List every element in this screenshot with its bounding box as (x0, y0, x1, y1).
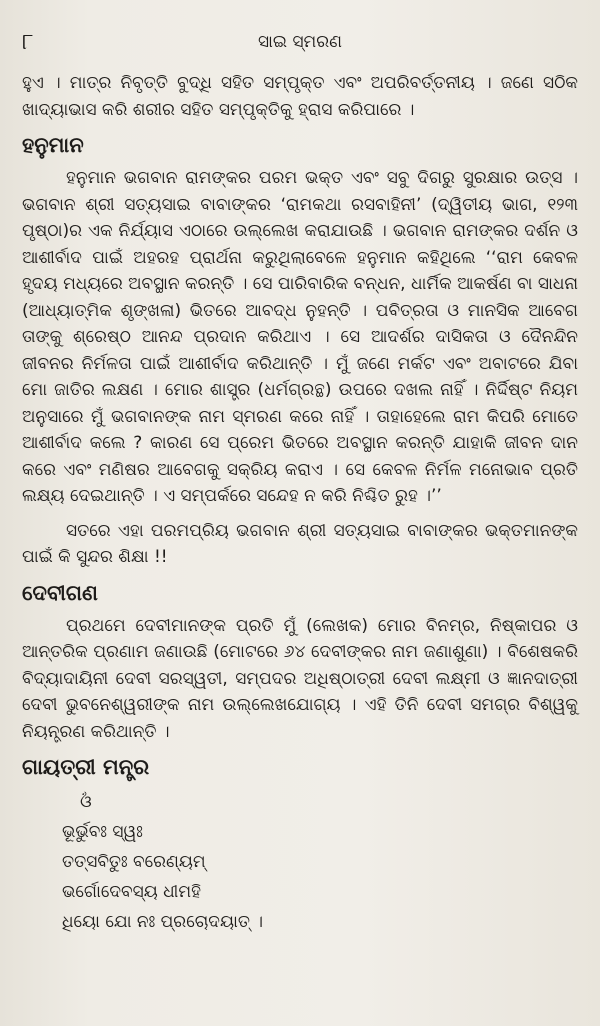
mantra-line: ଭର୍ଗୋଦେବସ୍ୟ ଧୀମହି (62, 882, 201, 902)
running-title: ସାଇ ସ୍ମରଣ (257, 32, 343, 52)
heading-devigana: ଦେବୀଗଣ (22, 580, 98, 605)
page-header (22, 30, 578, 70)
hanuman-paragraph-1: ହନୁମାନ ଭଗବାନ ରାମଙ୍କର ପରମ ଭକ୍ତ ଏବଂ ସବୁ ଦିଗରୁ ସୁରକ୍ଷାର ଉତ୍ସ । ଭଗବାନ ଶ୍ରୀ ସତ୍ୟସାଇ ବାବାଙ୍କର ‘ରାମକଥା ରସବାହିନୀ’ (ଦ୍ୱିତୀୟ ଭାଗ, ୧୨୩ ପୃଷ୍ଠା)ର ଏକ ନିର୍ଯ୍ୟାସ ଏଠାରେ ଉଲ୍ଲେଖ କରାଯାଉଛି । ଭଗବାନ ରାମଙ୍କର ଦର୍ଶନ ଓ ଆଶୀର୍ବାଦ ପାଇଁ ଅହରହ ପ୍ରାର୍ଥନା କରୁଥିଲାବେଳେ ହନୁମାନ କହିଥିଲେ ‘‘ରାମ କେବଳ ହୃଦୟ ମଧ୍ୟରେ ଅବସ୍ଥାନ କରନ୍ତି । ସେ ପାରିବାରିକ ବନ୍ଧନ, ଧାର୍ମିକ ଆକର୍ଷଣ ବା ସାଧନା (ଆଧ୍ୟାତ୍ମିକ ଶୃଙ୍ଖଳା) ଭିତରେ ଆବଦ୍ଧ ନୁହନ୍ତି । ପବିତ୍ରତା ଓ ମାନସିକ ଆବେଗ ତାଙ୍କୁ ଶ୍ରେଷ୍ଠ ଆନନ୍ଦ ପ୍ରଦାନ କରିଥାଏ । ସେ ଆଦର୍ଶର ଦାସିକତା ଓ ଦୈନନ୍ଦିନ ଜୀବନର ନିର୍ମଳତା ପାଇଁ ଆଶୀର୍ବାଦ କରିଥାନ୍ତି । ମୁଁ ଜଣେ ମର୍କଟ ଏବଂ ଅବାଟରେ ଯିବା ମୋ ଜାତିର ଲକ୍ଷଣ । ମୋର ଶାସ୍ତ୍ର (ଧର୍ମଗ୍ରନ୍ଥ) ଉପରେ ଦଖଲ ନାହିଁ । ନିର୍ଦ୍ଦିଷ୍ଟ ନିୟମ ଅନୁସାରେ ମୁଁ ଭଗବାନଙ୍କ ନାମ ସ୍ମରଣ କରେ ନାହିଁ । ତାହାହେଲେ ରାମ କିପରି ମୋତେ ଆଶୀର୍ବାଦ କଲେ ? କାରଣ ସେ ପ୍ରେମ ଭିତରେ ଅବସ୍ଥାନ କରନ୍ତି ଯାହାକି ଜୀବନ ଦାନ କରେ ଏବଂ ମଣିଷର ଆବେଗକୁ ସକ୍ରିୟ କରାଏ । ସେ କେବଳ ନିର୍ମଳ ମନୋଭାବ ପ୍ରତି ଲକ୍ଷ୍ୟ ଦେଇଥାନ୍ତି । ଏ ସମ୍ପର୍କରେ ସନ୍ଦେହ ନ କରି ନିଶ୍ଚିତ ରୁହ ।’’ (22, 168, 578, 506)
page-body (22, 70, 578, 937)
heading-gayatri-mantra: ଗାୟତ୍ରୀ ମନ୍ତ୍ର (22, 755, 150, 779)
mantra-line: ଭୂର୍ଭୁବଃ ସ୍ୱଃ (62, 822, 143, 842)
mantra-line: ଓଁ (80, 792, 92, 812)
hanuman-paragraph-2: ସତରେ ଏହା ପରମପ୍ରିୟ ଭଗବାନ ଶ୍ରୀ ସତ୍ୟସାଇ ବାବାଙ୍କର ଭକ୍ତମାନଙ୍କ ପାଇଁ କି ସୁନ୍ଦର ଶିକ୍ଷା !! (22, 520, 578, 567)
intro-paragraph: ହୁଏ । ମାତ୍ର ନିବୃତ୍ତି ବୁଦ୍ଧି ସହିତ ସମ୍ପୃକ୍ତ ଏବଂ ଅପରିବର୍ତ୍ତନୀୟ । ଜଣେ ସଠିକ ଖାଦ୍ୟାଭାସ କରି ଶରୀର ସହିତ ସମ୍ପୃକ୍ତିକୁ ହ୍ରାସ କରିପାରେ । (22, 73, 578, 120)
page-number: ୮ (22, 30, 34, 55)
devigana-paragraph: ପ୍ରଥମେ ଦେବୀମାନଙ୍କ ପ୍ରତି ମୁଁ (ଲେଖକ) ମୋର ବିନମ୍ର, ନିଷ୍କାପର ଓ ଆନ୍ତରିକ ପ୍ରଣାମ ଜଣାଉଛି (ମୋଟରେ ୬୪ ଦେବୀଙ୍କର ନାମ ଜଣାଶୁଣା) । ବିଶେଷକରି ବିଦ୍ୟାଦାୟିନୀ ଦେବୀ ସରସ୍ୱତୀ, ସମ୍ପଦର ଅଧିଷ୍ଠାତ୍ରୀ ଦେବୀ ଲକ୍ଷ୍ମୀ ଓ ଜ୍ଞାନଦାତ୍ରୀ ଦେବୀ ଭୁବନେଶ୍ୱରୀଙ୍କ ନାମ ଉଲ୍ଲେଖଯୋଗ୍ୟ । ଏହି ତିନି ଦେବୀ ସମଗ୍ର ବିଶ୍ୱକୁ ନିୟନ୍ତ୍ରଣ କରିଥାନ୍ତି । (22, 615, 578, 742)
gayatri-mantra (62, 787, 578, 937)
heading-hanuman: ହନୁମାନ (22, 133, 84, 157)
mantra-line: ତତ୍ସବିତୁଃ ବରେଣ୍ୟମ୍ (62, 852, 206, 872)
mantra-line: ଧିୟୋ ଯୋ ନଃ ପ୍ରଚୋଦୟାତ୍ । (62, 912, 264, 932)
